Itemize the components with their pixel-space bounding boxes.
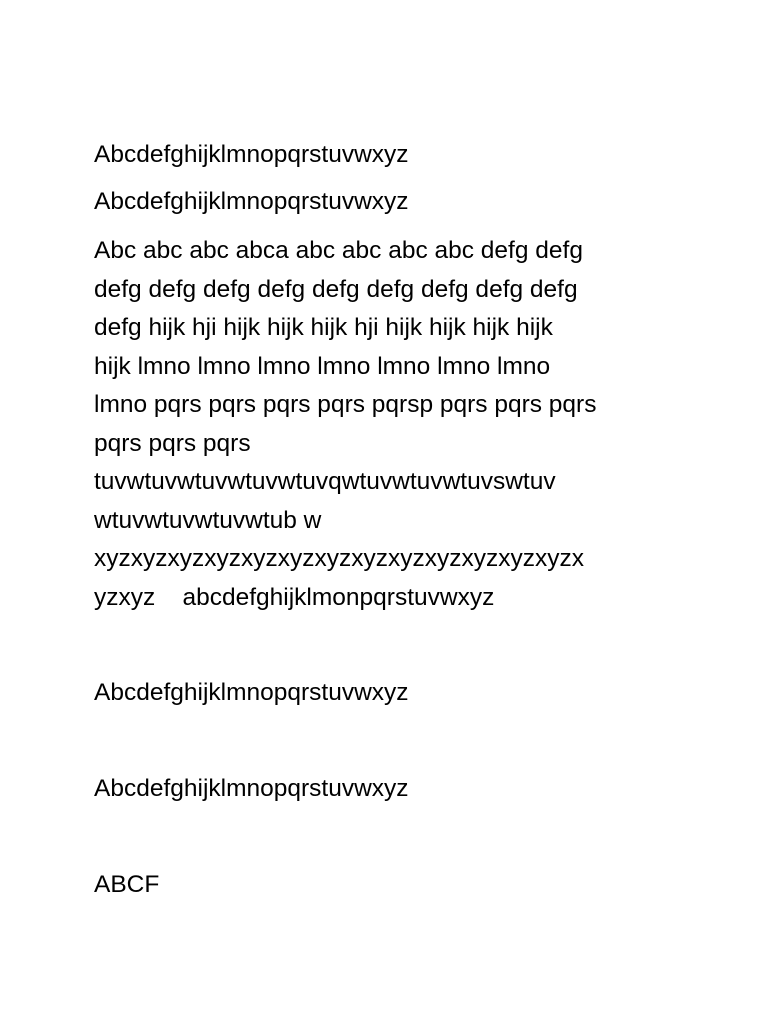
paragraph-line: tuvwtuvwtuvwtuvwtuvqwtuvwtuvwtuvswtuv [94, 468, 556, 495]
paragraph-line: lmno pqrs pqrs pqrs pqrs pqrsp pqrs pqrs pqrs [94, 391, 597, 418]
alphabet-line-2: Abcdefghijklmnopqrstuvwxyz [94, 188, 409, 215]
paragraph-line: wtuvwtuvwtuvwtub w [94, 506, 322, 534]
paragraph-line: defg hijk hji hijk hijk hijk hji hijk hijk hijk hijk [94, 314, 553, 341]
paragraph-line: xyzxyzxyzxyzxyzxyzxyzxyzxyzxyzxyzxyzxyzx [94, 545, 584, 572]
paragraph-line: pqrs pqrs pqrs [94, 429, 251, 457]
abcf-line: ABCF [94, 871, 160, 898]
alphabet-line-1: Abcdefghijklmnopqrstuvwxyz [94, 141, 409, 168]
paragraph-line: defg defg defg defg defg defg defg defg defg [94, 275, 578, 303]
paragraph-line: Abc abc abc abca abc abc abc abc defg defg [94, 237, 583, 264]
paragraph-line: yzxyz abcdefghijklmonpqrstuvwxyz [94, 583, 495, 611]
body-paragraph [94, 232, 694, 617]
paragraph-line: hijk lmno lmno lmno lmno lmno lmno lmno [94, 352, 551, 380]
alphabet-line-3: Abcdefghijklmnopqrstuvwxyz [94, 679, 409, 706]
alphabet-line-4: Abcdefghijklmnopqrstuvwxyz [94, 775, 409, 802]
